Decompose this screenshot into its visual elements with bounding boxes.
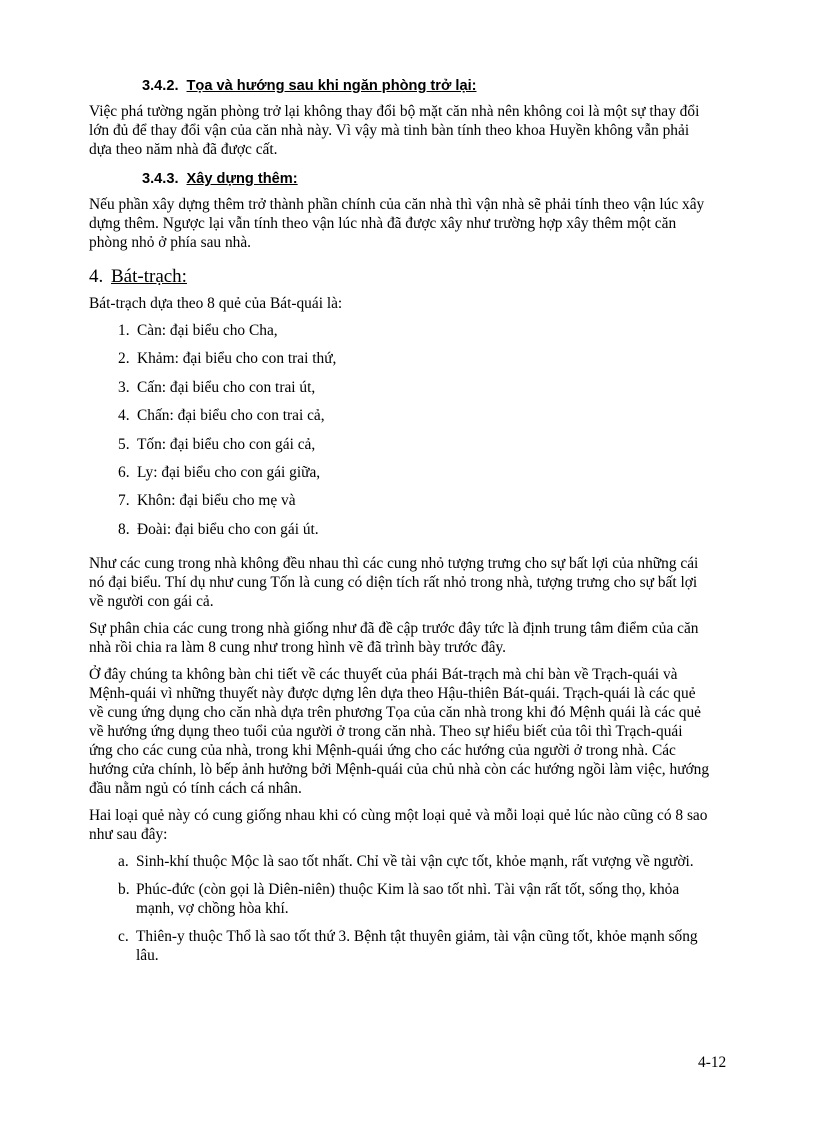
text-line: Như các cung trong nhà không đều nhau thì các cung nhỏ tượng trưng cho sự bất lợi của những cái: [89, 555, 699, 573]
star-list: [89, 852, 749, 965]
list-text: Khảm: đại biểu cho con trai thứ,: [137, 350, 337, 368]
list-marker: 3.: [118, 378, 130, 396]
list-item: [89, 435, 749, 463]
list-text: Sinh-khí thuộc Mộc là sao tốt nhất. Chỉ về tài vận cực tốt, khỏe mạnh, rất vượng về người.: [136, 853, 694, 871]
text-line: đầu nằm ngủ có tính cách cá nhân.: [89, 780, 302, 798]
list-item: [89, 852, 749, 871]
paragraph-trach-menh-quai: [89, 665, 749, 798]
paragraph-small-sectors: [89, 554, 749, 611]
list-text: lâu.: [136, 947, 159, 965]
list-text: Phúc-đức (còn gọi là Diên-niên) thuộc Kim là sao tốt nhì. Tài vận rất tốt, sống thọ, khỏa: [136, 881, 680, 899]
list-item: [89, 927, 749, 965]
text-line: phòng nhỏ ở phía sau nhà.: [89, 234, 252, 251]
list-item: [89, 520, 749, 548]
text-line: nó đại biểu. Thí dụ như cung Tốn là cung có diện tích rất nhỏ trong nhà, tượng trưng cho sự bất lợi: [89, 574, 698, 592]
section-3-4-2-paragraph: [89, 102, 749, 159]
list-item: [89, 491, 749, 519]
list-marker: 1.: [118, 322, 130, 339]
text-line: Ở đây chúng ta không bàn chi tiết về các thuyết của phái Bát-trạch mà chỉ bàn về Trạch-quái và: [89, 666, 678, 684]
list-text: Càn: đại biểu cho Cha,: [137, 322, 278, 339]
list-item: [89, 321, 749, 349]
list-item: [89, 463, 749, 491]
paragraph-sector-division: [89, 619, 749, 657]
list-text: Cấn: đại biểu cho con trai út,: [137, 378, 316, 396]
section-title: Bát-trạch:: [111, 266, 187, 287]
text-line: như sau đây:: [89, 826, 168, 844]
list-marker: b.: [118, 881, 130, 899]
section-3-4-3-heading: [142, 171, 749, 195]
text-line: lớn đủ để thay đổi vận của căn nhà này. Vì vậy mà tinh bàn tính theo khoa Huyền không vẫn phải: [89, 122, 690, 139]
list-text: Ly: đại biểu cho con gái giữa,: [137, 463, 321, 481]
section-4-heading: [89, 266, 749, 288]
list-text: mạnh, vợ chồng hòa khí.: [136, 900, 289, 918]
list-marker: 8.: [118, 520, 130, 538]
section-title: Xây dựng thêm:: [186, 171, 298, 187]
text-line: Mệnh-quái vì những thuyết này được dựng lên dựa theo Hậu-thiên Bát-quái. Trạch-quái là các quẻ: [89, 685, 696, 703]
text-line: dựng thêm. Ngược lại vẫn tính theo vận lúc nhà đã được xây như trường hợp xây thêm một căn: [89, 215, 677, 232]
list-item: [89, 880, 749, 918]
text-line: nhà rồi chia ra làm 8 cung như trong hình vẽ đã trình bày trước đây.: [89, 639, 507, 657]
section-number: 3.4.2.: [142, 78, 179, 94]
list-text: Chấn: đại biểu cho con trai cả,: [137, 407, 325, 425]
section-number: 3.4.3.: [142, 171, 179, 187]
text-line: Hai loại quẻ này có cung giống nhau khi có cùng một loại quẻ và mỗi loại quẻ lúc nào cũng có 8 sao: [89, 807, 708, 825]
list-marker: 2.: [118, 350, 130, 368]
list-item: [89, 349, 749, 377]
list-text: Khôn: đại biểu cho mẹ và: [137, 492, 296, 510]
list-marker: 5.: [118, 435, 130, 453]
text-line: hướng cửa chính, lò bếp ảnh hưởng bởi Mệnh-quái của chủ nhà còn các hướng ngồi làm việc, hướng: [89, 761, 710, 779]
list-item: [89, 406, 749, 434]
text-line: Sự phân chia các cung trong nhà giống như đã đề cập trước đây tức là định trung tâm điểm của căn: [89, 620, 699, 638]
list-marker: 6.: [118, 463, 130, 481]
text-line: về người con gái cả.: [89, 593, 214, 611]
list-marker: a.: [118, 853, 129, 871]
trigram-list: [89, 321, 749, 548]
list-text: Tốn: đại biểu cho con gái cả,: [137, 435, 316, 453]
paragraph-eight-stars: [89, 806, 749, 844]
text-line: về cung ứng dụng cho căn nhà dựa trên phương Tọa của căn nhà trong khi đó Mệnh quái là các quẻ: [89, 704, 701, 722]
list-item: [89, 378, 749, 406]
list-marker: c.: [118, 928, 129, 946]
list-text: Đoài: đại biểu cho con gái út.: [137, 520, 319, 538]
list-marker: 4.: [118, 407, 130, 425]
section-title: Tọa và hướng sau khi ngăn phòng trở lại:: [186, 78, 477, 94]
section-number: 4.: [89, 266, 104, 287]
text-line: về hướng ứng dụng theo tuổi của người ở trong căn nhà. Theo sự hiểu biết của tôi thì Trạch-quái: [89, 723, 683, 741]
section-3-4-2-heading: [142, 78, 749, 102]
text-line: Nếu phần xây dựng thêm trở thành phần chính của căn nhà thì vận nhà sẽ phải tính theo vận lúc xây: [89, 196, 705, 213]
text-line: ứng cho các cung của nhà, trong khi Mệnh-quái ứng cho các hướng của người ở trong nhà. Các: [89, 742, 676, 760]
section-3-4-3-paragraph: [89, 195, 749, 252]
section-4-intro: Bát-trạch dựa theo 8 quẻ của Bát-quái là:: [89, 295, 343, 312]
page-number: 4-12: [698, 1054, 727, 1071]
list-text: Thiên-y thuộc Thổ là sao tốt thứ 3. Bệnh tật thuyên giảm, tài vận cũng tốt, khỏe mạnh sống: [136, 928, 698, 946]
list-marker: 7.: [118, 492, 130, 510]
text-line: dựa theo năm nhà đã được cất.: [89, 141, 278, 158]
text-line: Việc phá tường ngăn phòng trở lại không thay đổi bộ mặt căn nhà nên không coi là một sự thay đổi: [89, 103, 700, 120]
